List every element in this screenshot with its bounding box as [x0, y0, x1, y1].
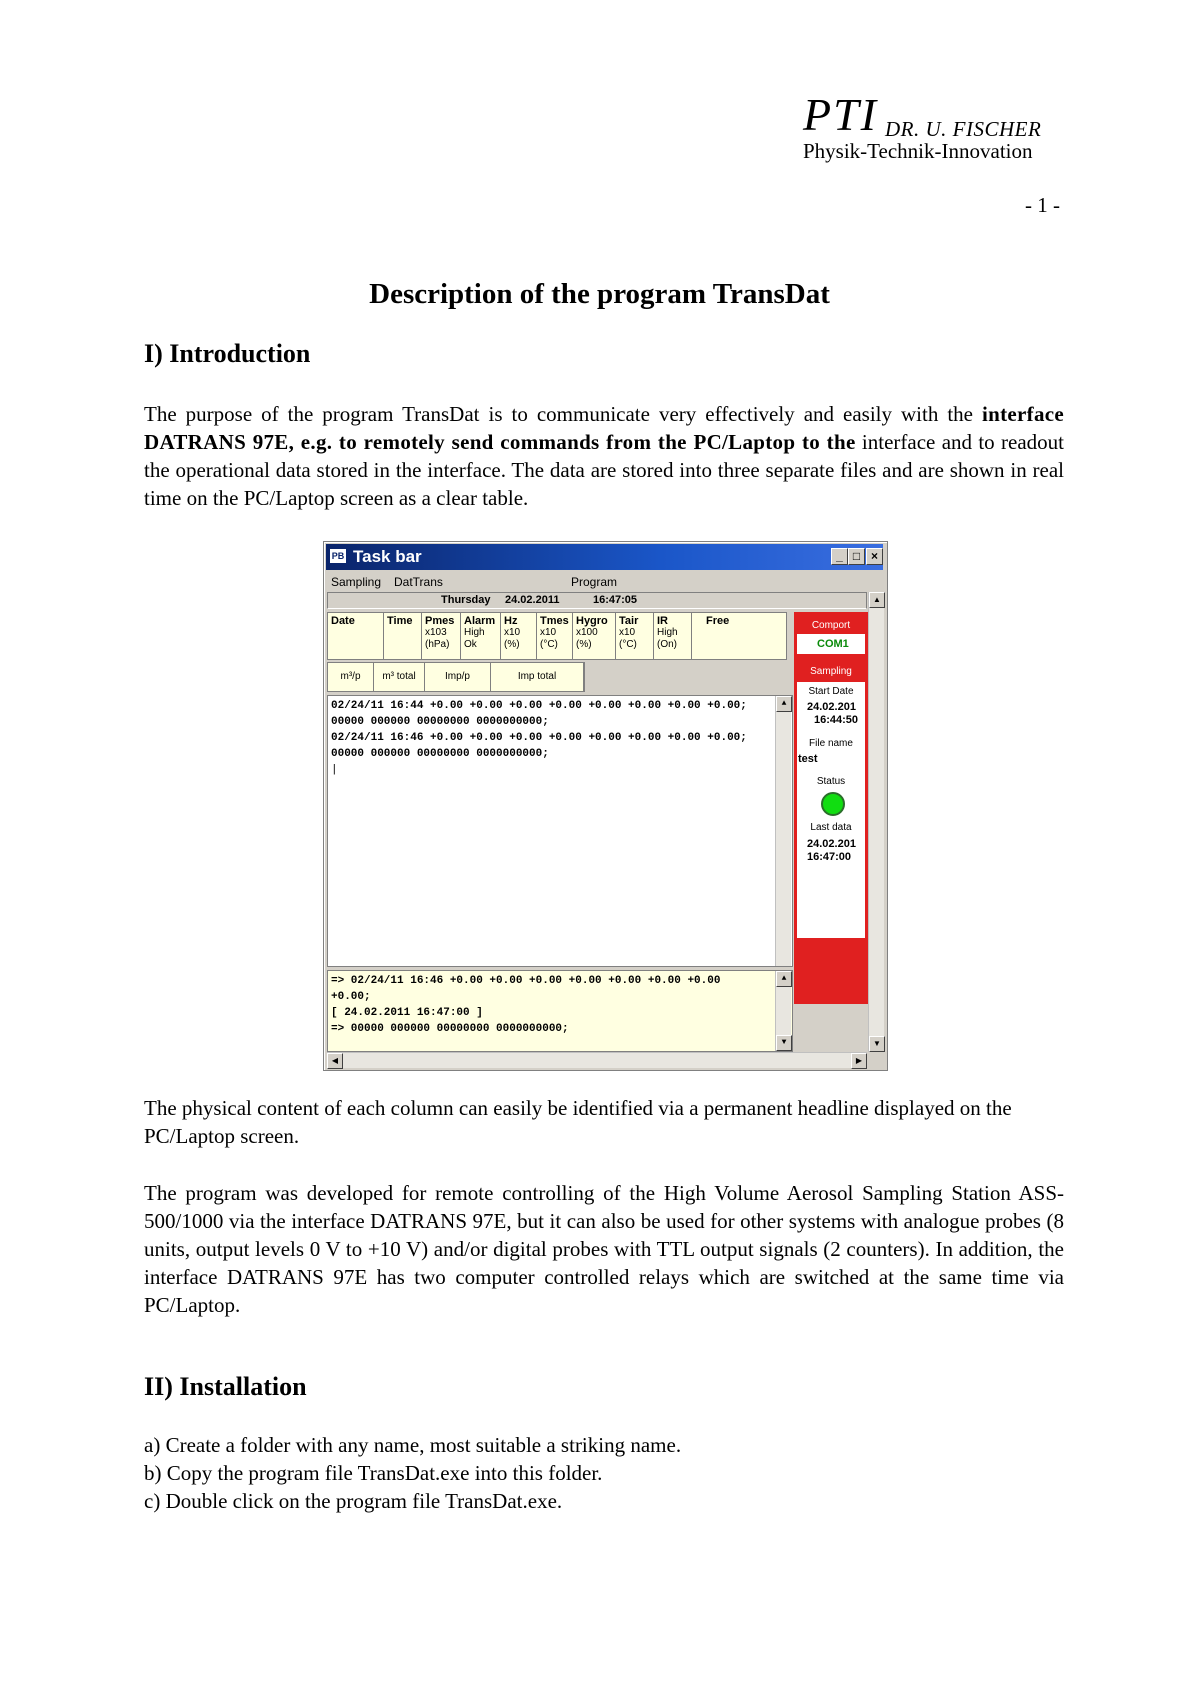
status-side-panel: [794, 612, 868, 1004]
file-name-value: test: [798, 753, 818, 765]
column-header: Imp total: [491, 663, 584, 691]
page-number: - 1 -: [1025, 193, 1060, 217]
scroll-up-icon[interactable]: ▲: [776, 971, 792, 987]
last-data-time: 16:47:00: [807, 851, 852, 863]
start-time-value: 16:44:50: [814, 714, 859, 726]
company-subtitle: Physik-Technik-Innovation: [803, 139, 1033, 163]
log-line: 02/24/11 16:46 +0.00 +0.00 +0.00 +0.00 +0.00 +0.00 +0.00 +0.00;: [331, 732, 747, 744]
column-header: Pmes x103 (hPa): [422, 613, 461, 659]
last-data-date: 24.02.201: [807, 838, 856, 850]
window-title: Task bar: [353, 547, 422, 566]
menu-program[interactable]: Program: [571, 575, 618, 589]
column-header: m³/p: [328, 663, 374, 691]
data-vscroll[interactable]: [775, 696, 791, 966]
column-header: Date: [328, 613, 384, 659]
section-heading-introduction: I) Introduction: [144, 339, 311, 368]
scroll-down-icon[interactable]: ▼: [869, 1036, 885, 1052]
scroll-down-icon[interactable]: ▼: [776, 1035, 792, 1051]
text-cursor: |: [331, 764, 338, 776]
date-label: 24.02.2011: [505, 594, 560, 606]
list-item: b) Copy the program file TransDat.exe into this folder.: [144, 1461, 603, 1485]
scroll-up-icon[interactable]: ▲: [776, 696, 792, 712]
window-titlebar[interactable]: [326, 544, 883, 570]
installation-steps: [144, 1431, 1064, 1515]
comport-value: COM1: [817, 638, 849, 650]
cmd-line: => 02/24/11 16:46 +0.00 +0.00 +0.00 +0.00 +0.00 +0.00 +0.00: [331, 975, 721, 987]
list-item: a) Create a folder with any name, most suitable a striking name.: [144, 1433, 682, 1457]
scroll-right-icon[interactable]: ▶: [851, 1053, 867, 1069]
cmd-line: => 00000 000000 00000000 0000000000;: [331, 1023, 569, 1035]
intro-paragraph: The purpose of the program TransDat is to communicate very effectively and easily with the interface DATRANS 97E, e.g. to remotely send commands from the PC/Laptop to the interface and to readout the operational data stored in the interface. The data are stored into three separate files and are shown in real time on the PC/Laptop screen as a clear table.: [144, 402, 1064, 510]
time-label: 16:47:05: [593, 594, 638, 606]
command-log-area[interactable]: [327, 970, 793, 1052]
log-line: 02/24/11 16:44 +0.00 +0.00 +0.00 +0.00 +0.00 +0.00 +0.00 +0.00;: [331, 700, 747, 712]
sampling-label: Sampling: [810, 666, 852, 677]
list-item: c) Double click on the program file TransDat.exe.: [144, 1489, 563, 1513]
cmd-vscroll[interactable]: [775, 971, 791, 1051]
app-icon: PB: [331, 551, 345, 561]
program-paragraph: The program was developed for remote controlling of the High Volume Aerosol Sampling Station ASS-500/1000 via the interface DATRANS 97E, but it can also be used for other systems with analogue probes (8 units, output levels 0 V to +10 V) and/or digital probes with TTL output signals (2 counters). In addition, the interface DATRANS 97E has two computer controlled relays which are switched at the same time via PC/Laptop.: [144, 1181, 1064, 1317]
doctor-name: DR. U. FISCHER: [885, 117, 1042, 141]
column-header: Hz x10 (%): [501, 613, 537, 659]
resize-grip[interactable]: [869, 1052, 885, 1068]
menu-sampling[interactable]: Sampling: [331, 575, 382, 589]
document-title: Description of the program TransDat: [369, 278, 830, 310]
day-label: Thursday: [441, 594, 491, 606]
scroll-left-icon[interactable]: ◀: [327, 1053, 343, 1069]
column-header: Free: [706, 615, 730, 627]
maximize-icon[interactable]: □: [848, 548, 865, 565]
cmd-line: +0.00;: [331, 991, 371, 1003]
column-header: Imp/p: [425, 663, 491, 691]
comport-label: Comport: [811, 620, 851, 631]
section-heading-installation: II) Installation: [144, 1372, 307, 1401]
column-header: Tmes x10 (°C): [537, 613, 573, 659]
comport-box[interactable]: [797, 634, 865, 654]
menu-dattrans[interactable]: DatTrans: [394, 575, 443, 589]
scroll-up-icon[interactable]: ▲: [869, 592, 885, 608]
taskbar-window: [323, 541, 888, 1071]
minimize-icon[interactable]: _: [831, 548, 848, 565]
cmd-line: [ 24.02.2011 16:47:00 ]: [331, 1007, 483, 1019]
headline-paragraph: The physical content of each column can easily be identified via a permanent headline displayed on the PC/Laptop screen.: [144, 1096, 1012, 1148]
status-label: Status: [816, 776, 846, 787]
column-header: Hygro x100 (%): [573, 613, 616, 659]
file-name-label: File name: [809, 738, 853, 749]
sampling-panel: [797, 682, 865, 938]
column-header: Time: [384, 613, 422, 659]
start-date-value: 24.02.201: [807, 701, 856, 713]
start-date-label: Start Date: [808, 686, 854, 697]
column-header: m³ total: [374, 663, 425, 691]
column-header: Alarm High Ok: [461, 613, 501, 659]
company-logo: PTI: [803, 89, 878, 140]
status-led-icon: [821, 792, 845, 816]
column-header-grid: [327, 612, 787, 660]
window-vscroll[interactable]: [868, 592, 884, 1052]
column-header: IR High (On): [654, 613, 692, 659]
counter-header-grid: [327, 662, 585, 692]
log-line: 00000 000000 00000000 0000000000;: [331, 716, 549, 728]
menu-bar: [326, 572, 883, 592]
data-log-area[interactable]: [327, 695, 793, 967]
column-header: Tair x10 (°C): [616, 613, 654, 659]
close-icon[interactable]: ×: [866, 548, 883, 565]
last-data-label: Last data: [810, 822, 852, 833]
window-hscroll[interactable]: [327, 1052, 867, 1068]
datetime-bar: [327, 592, 867, 609]
log-line: 00000 000000 00000000 0000000000;: [331, 748, 549, 760]
